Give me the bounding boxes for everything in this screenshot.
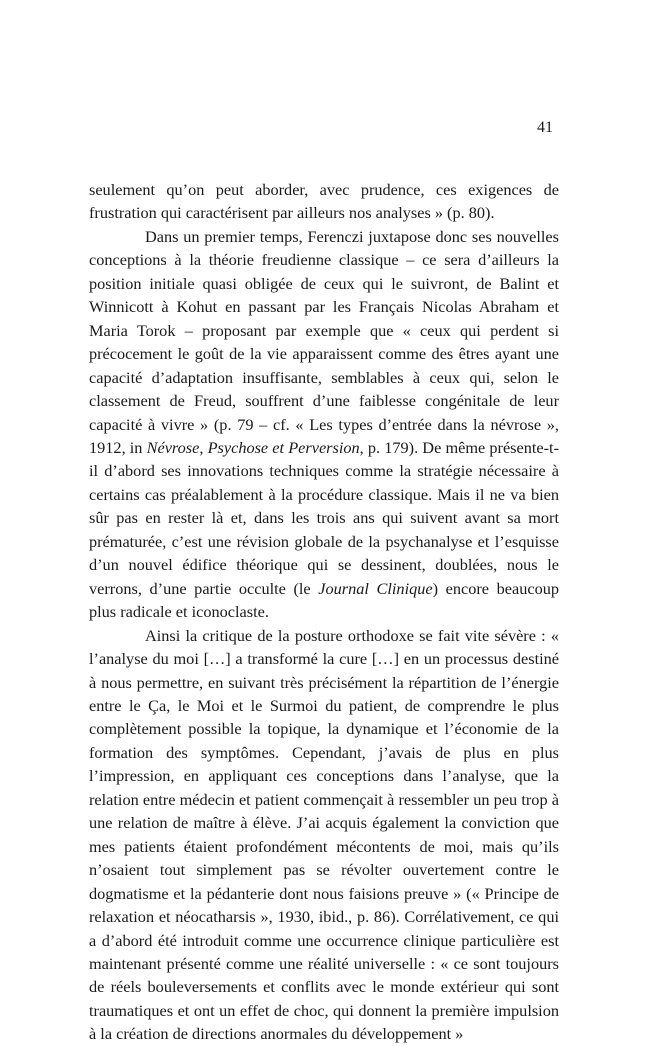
body-text [89,178,559,1046]
paragraph-2-text-a: Dans un premier temps, Ferenczi juxtapose donc ses nouvelles conceptions à la théorie freudienne classique – ce sera d’ailleurs la position initiale quasi obligée de ceux qui le suivront, de Balint et Winnicott à Kohut en passant par les Français Nicolas Abraham et Maria Torok – proposant par exemple que « ceux qui perdent si précocement le goût de la vie apparaissent comme des êtres ayant une capacité d’adaptation insuffisante, semblables à ceux qui, selon le classement de Freud, souffrent d’une faiblesse congénitale de leur capacité à vivre » (p. 79 – cf. « Les types d’entrée dans la névrose », 1912, in [89,226,559,457]
paragraph-1: seulement qu’on peut aborder, avec prudence, ces exigences de frustration qui caractérisent par ailleurs nos analyses » (p. 80). [89,180,559,223]
paragraph-3: Ainsi la critique de la posture orthodoxe se fait vite sévère : « l’analyse du moi […] a transformé la cure […] en un processus destiné à nous permettre, en suivant très précisément la répartition de l’énergie entre le Ça, le Moi et le Surmoi du patient, de comprendre le plus complètement possible la topique, la dynamique et l’économie de la formation des symptômes. Cependant, j’avais de plus en plus l’impression, en appliquant ces conceptions dans l’analyse, que la relation entre médecin et patient commençait à ressembler un peu trop à une relation de maître à élève. J’ai acquis également la conviction que mes patients étaient profondément mécontents de moi, mais qu’ils n’osaient tout simplement pas se révolter ouvertement contre le dogmatisme et la pédanterie dont nous faisions preuve » (« Principe de relaxation et néocatharsis », 1930, ibid., p. 86). Corrélativement, ce qui a d’abord été introduit comme une occurrence clinique particulière est maintenant présenté comme une réalité universelle : « ce sont toujours de réels bouleversements et conflits avec le monde extérieur qui sont traumatiques et ont un effet de choc, qui donnent la première impulsion à la création de directions anormales du développement » [89,625,559,1044]
paragraph-2 [89,225,559,624]
book-title-nevrose: Névrose, Psychose et Perversion [146,437,360,457]
paragraph-2-text-c: ) encore beaucoup plus radicale et iconoclaste. [89,578,560,622]
paragraph-2-text-b: , p. 179). De même présente-t-il d’abord ses innovations techniques comme la stratégie nécessaire à certains cas préalablement à la procédure classique. Mais il ne va bien sûr pas en rester là et, dans les trois ans qui suivent avant sa mort prématurée, c’est une révision globale de la psychanalyse et l’esquisse d’un nouvel édifice théorique qui se dessinent, doublées, nous le verrons, d’une partie occulte (le [89,437,559,598]
page-number: 41 [537,119,553,136]
book-title-journal-clinique: Journal Clinique [318,578,433,598]
